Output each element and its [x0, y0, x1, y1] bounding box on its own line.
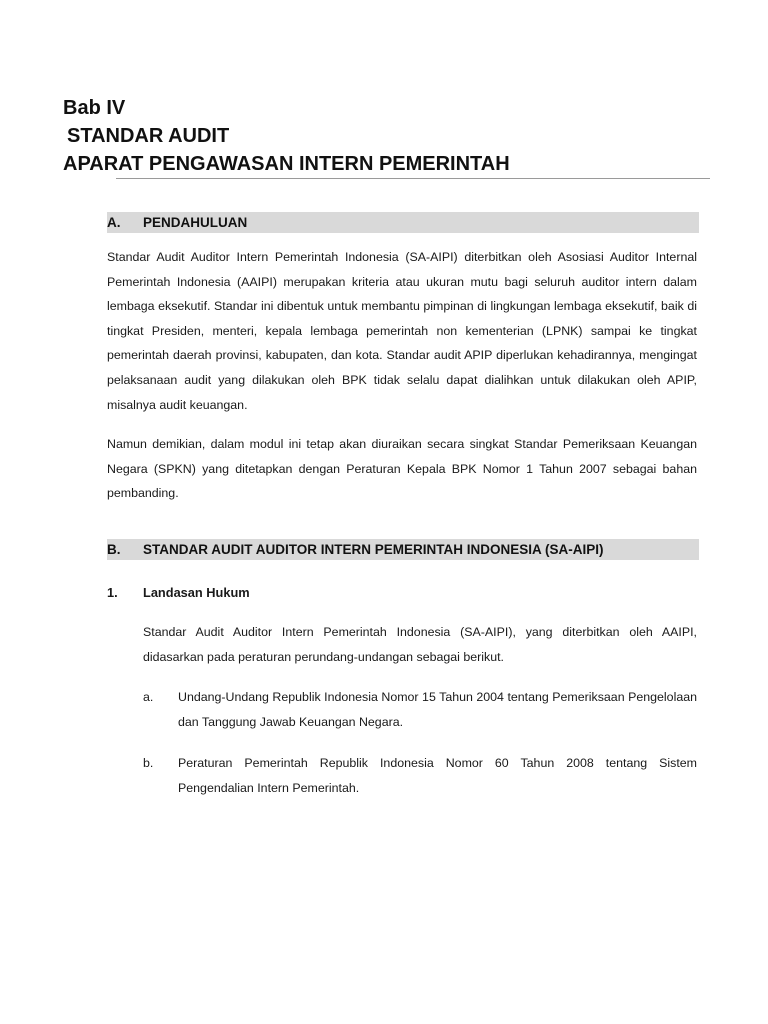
list-item-marker: b. — [143, 756, 154, 770]
section-b-heading-bar — [107, 539, 699, 560]
list-item-text: Undang-Undang Republik Indonesia Nomor 15 Tahun 2004 tentang Pemeriksaan Pengelolaan dan Tanggung Jawab Keuangan Negara. — [178, 690, 697, 729]
chapter-title-block — [63, 94, 723, 178]
chapter-title-line-2: APARAT PENGAWASAN INTERN PEMERINTAH — [63, 153, 510, 175]
subsection-title: Landasan Hukum — [143, 585, 250, 600]
subsection-intro: Standar Audit Auditor Intern Pemerintah Indonesia (SA-AIPI), yang diterbitkan oleh AAIPI, didasarkan pada peraturan perundang-undangan sebagai berikut. — [143, 625, 697, 664]
section-a-paragraph-2: Namun demikian, dalam modul ini tetap akan diuraikan secara singkat Standar Pemeriksaan Keuangan Negara (SPKN) yang ditetapkan dengan Peraturan Kepala BPK Nomor 1 Tahun 2007 sebagai bahan pembanding. — [107, 437, 697, 501]
title-divider — [116, 178, 710, 179]
subsection-number: 1. — [107, 585, 118, 600]
chapter-label: Bab IV — [63, 97, 126, 119]
section-a-letter: A. — [107, 215, 121, 230]
section-a-heading-bar — [107, 212, 699, 233]
section-b-letter: B. — [107, 542, 121, 557]
chapter-title-line-1: STANDAR AUDIT — [67, 125, 230, 147]
list-item-marker: a. — [143, 690, 154, 704]
section-a-heading: PENDAHULUAN — [143, 215, 248, 230]
section-a-paragraph-1: Standar Audit Auditor Intern Pemerintah Indonesia (SA-AIPI) diterbitkan oleh Asosiasi Auditor Internal Pemerintah Indonesia (AAIPI) merupakan kriteria atau ukuran mutu bagi seluruh auditor intern dalam lembaga eksekutif. Standar ini dibentuk untuk membantu pimpinan di lingkungan lembaga eksekutif, baik di tingkat Presiden, menteri, kepala lembaga pemerintah non kementerian (LPNK) sampai ke tingkat pemerintah daerah provinsi, kabupaten, dan kota. Standar audit APIP diperlukan kehadirannya, mengingat pelaksanaan audit yang dilakukan oleh BPK tidak selalu dapat dialihkan untuk dilakukan oleh APIP, misalnya audit keuangan. — [107, 250, 697, 412]
list-item-text: Peraturan Pemerintah Republik Indonesia Nomor 60 Tahun 2008 tentang Sistem Pengendalian Intern Pemerintah. — [178, 756, 697, 795]
section-b-heading: STANDAR AUDIT AUDITOR INTERN PEMERINTAH INDONESIA (SA-AIPI) — [143, 542, 604, 557]
